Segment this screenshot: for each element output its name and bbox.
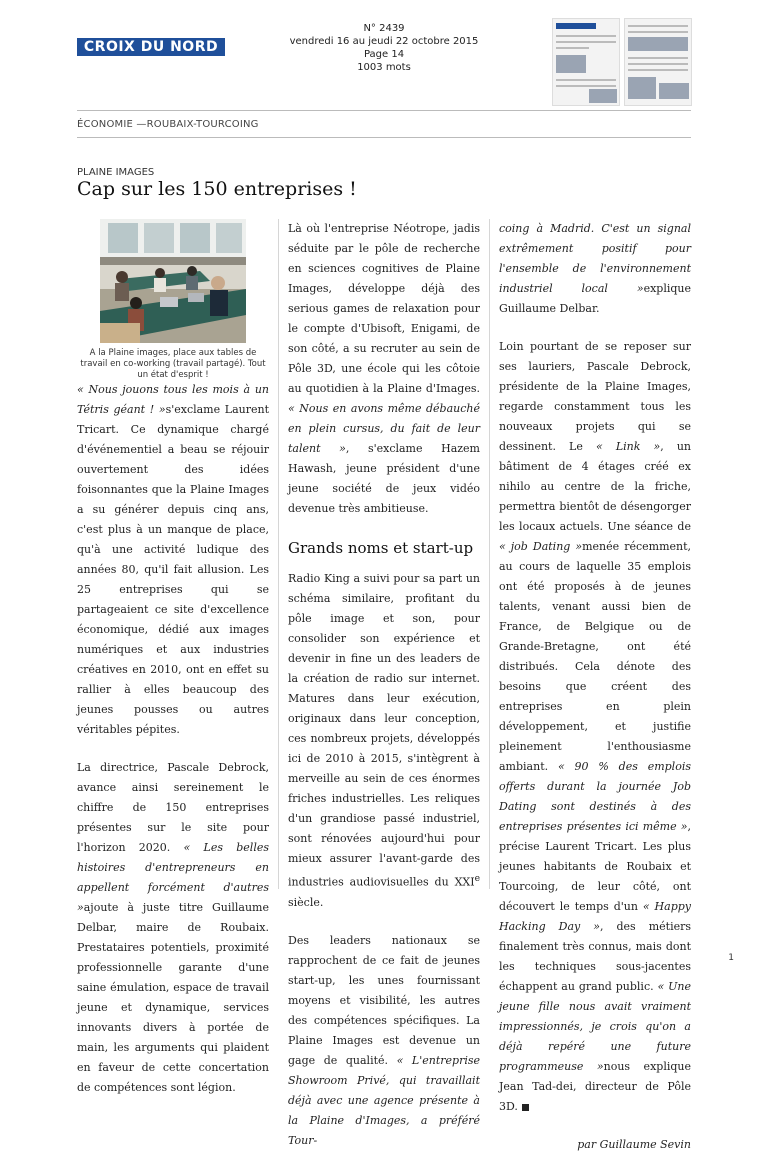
thumbnail-masthead (556, 23, 596, 29)
paragraph-text: Là où l'entreprise Néotrope, jadis séduite par le pôle de recherche en sciences cognitives de Plaine Images, développe déjà des serious games de relaxation pour le compte d'Ubisoft, Enigami, de son côté, a su recruter au sein de Pôle 3D, une école qui les côtoie au quotidien à la Plaine d'Images. (288, 222, 480, 395)
article-column-2 (288, 219, 480, 1169)
quote: « Nous en avons même débauché en plein cursus, du fait de leur talent » (288, 402, 480, 455)
paragraph-text: Loin pourtant de se reposer sur ses lauriers, Pascale Debrock, présidente de la Plaine Images, regarde constamment tous les nouveaux projets qui se dessinent. Le (499, 340, 691, 453)
section-subhead: Grands noms et start-up (288, 539, 474, 557)
column-rule-2 (489, 219, 490, 889)
quote: « Nous jouons tous les mois à un Tétris géant ! » (77, 383, 269, 416)
paragraph-text: nous explique Jean Tad-dei, directeur de Pôle 3D. (499, 1060, 691, 1113)
paragraph (499, 219, 691, 319)
paragraph-text: , un bâtiment de 4 étages créé ex nihilo au centre de la friche, permettra bientôt de désengorger les locaux actuels. Une séance de (499, 440, 692, 533)
article-column-3 (499, 219, 691, 1155)
page-ref: Page 14 (363, 49, 405, 60)
coworking-photo-image (100, 219, 246, 343)
newspaper-logo: CROIX DU NORD (77, 38, 225, 56)
paragraph-text: menée récemment, au cours de laquelle 35 emplois ont été proposés à de jeunes talents, venant aussi bien de France, de Belgique ou de Grande-Bretagne, ont été distribués. Cela dénote des besoins que créent des entreprises en plein développement, et justifie pleinement l'enthousiasme ambiant. (499, 540, 692, 773)
quote: « job Dating » (499, 540, 583, 553)
article-kicker: PLAINE IMAGES (77, 167, 155, 178)
article-photo (100, 219, 246, 343)
paragraph (499, 337, 691, 1117)
paragraph-text: explique Guillaume Delbar. (499, 282, 691, 315)
paragraph-text: , s'exclame Hazem Hawash, jeune président d'une jeune société de jeux vidéo devenue très ambitieuse. (288, 442, 480, 515)
issue-dates: vendredi 16 au jeudi 22 octobre 2015 (289, 36, 479, 47)
page-number: 1 (728, 953, 734, 963)
paragraph-text: siècle. (288, 895, 324, 909)
paragraph-text: Des leaders nationaux se rapprochent de ce fait de jeunes start-up, les unes fournissant moyens et visibilité, les autres des compétences spécifiques. La Plaine Images est devenue un gage de qualité. (288, 933, 480, 1067)
paragraph-text: ajoute à juste titre Guillaume Delbar, maire de Roubaix. Prestataires potentiels, proximité professionnelle garante d'une saine émulation, espace de travail jeune et dynamique, services innovants divers à portée de main, les arguments qui plaident en faveur de cette concertation de compétences sont légion. (77, 901, 269, 1094)
paragraph-text: s'exclame Laurent Tricart. Ce dynamique chargé d'événementiel a beau se réjouir ouvertement des idées foisonnantes que la Plaine Images a su générer depuis cinq ans, c'est plus à un manque de place, qu'à une activité ludique des années 80, qu'il fait allusion. Les 25 entreprises qui se partageaient ce site d'excellence économique, dédié aux images numériques et aux industries créatives en 2010, ont en effet su rallier à elles beaucoup des jeunes pousses ou autres véritables pépites. (77, 403, 269, 736)
paragraph (288, 931, 480, 1151)
paragraph (288, 569, 480, 913)
section-divider (77, 137, 691, 138)
end-of-article-square-icon (522, 1104, 529, 1111)
word-count: 1003 mots (357, 62, 411, 73)
article-column-1 (77, 380, 269, 1116)
quote: « Happy Hacking Day » (499, 900, 691, 933)
quote: « Une jeune fille nous avait vraiment impressionnés, je crois qu'on a déjà repéré une future programmeuse » (499, 980, 691, 1073)
section-label: ÉCONOMIE —ROUBAIX-TOURCOING (77, 119, 259, 130)
quote: « L'entreprise Showroom Privé, qui travaillait déjà avec une agence présente à la Plaine d'Images, a préféré Tour- (288, 1053, 481, 1147)
paragraph-text: Radio King a suivi pour sa part un schéma similaire, profitant du pôle image et son, pour consolider son expérience et devenir in fine un des leaders de la création de radio sur internet. Matures dans leur exécution, originaux dans leur conception, ces nombreux projets, développés ici de 2010 à 2015, s'intègrent à merveille au sein de ces énormes friches industrielles. Les reliques d'un grandiose passé industriel, sont rénovées aujourd'hui pour mieux assurer l'avant-garde des industries audiovisuelles du XXI (288, 572, 480, 889)
author-signature: par Guillaume Sevin (577, 1138, 691, 1151)
quote: « 90 % des emplois offerts durant la journée Job Dating sont destinés à des entreprises présentes ici même » (499, 760, 691, 833)
quote: « Les belles histoires d'entrepreneurs en appellent forcément d'autres » (77, 841, 269, 914)
superscript: e (474, 873, 480, 884)
page-thumbnail (552, 18, 692, 106)
photo-caption: A la Plaine images, place aux tables de travail en co-working (travail partagé). Tout un état d'esprit ! (80, 348, 266, 380)
article-title: Cap sur les 150 entreprises ! (77, 178, 357, 200)
issue-number: N° 2439 (363, 23, 405, 34)
paragraph-text: , des métiers finalement très connus, mais dont les techniques sous-jacentes échappent au grand public. (499, 920, 692, 993)
column-rule-1 (278, 219, 279, 889)
paragraph (77, 758, 269, 1098)
quote: « Link » (595, 440, 661, 453)
thumbnail-page-right (624, 18, 692, 106)
thumbnail-page-left (552, 18, 620, 106)
paragraph-text: , précise Laurent Tricart. Les plus jeunes habitants de Roubaix et Tourcoing, de leur côté, ont découvert le temps d'un (499, 820, 691, 913)
header-divider (77, 110, 691, 111)
quote: coing à Madrid. C'est un signal extrêmement positif pour l'ensemble de l'environnement industriel local » (499, 222, 691, 295)
article-meta (284, 22, 484, 74)
paragraph (288, 219, 480, 519)
paragraph-text: La directrice, Pascale Debrock, avance ainsi sereinement le chiffre de 150 entreprises présentes sur le site pour l'horizon 2020. (77, 761, 269, 854)
paragraph (77, 380, 269, 740)
